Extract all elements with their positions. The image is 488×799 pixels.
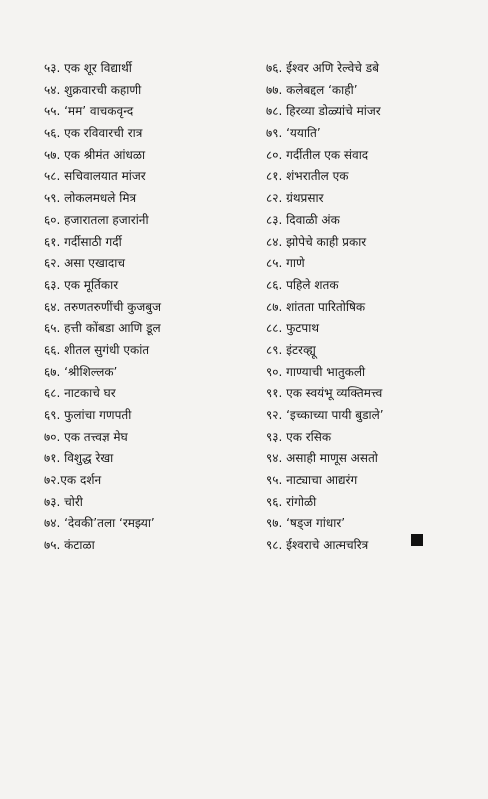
toc-entry: ६२. असा एखादाच [44,256,125,271]
toc-entry: ९२. ‘इच्काच्या पायी बुडाले’ [266,408,384,422]
toc-right-column [266,58,476,557]
toc-entry: ७९. ‘ययाति’ [266,126,321,141]
toc-entry: ६७. ‘श्रीशिल्लक’ [44,364,118,379]
toc-entry: ९८. ईश्वराचे आत्मचरित्र [266,538,369,553]
toc-entry: ८३. दिवाळी अंक [266,212,340,227]
toc-entry: ८४. झोपेचे काही प्रकार [266,234,367,249]
toc-entry: ७६. ईश्वर अणि रेल्वेचे डबे [266,61,379,75]
toc-left-column [44,58,244,557]
toc-entry: ९०. गाण्याची भातुकली [266,364,366,379]
toc-entry: ९३. एक रसिक [266,429,332,444]
toc-entry: ९४. असाही माणूस असतो [266,451,378,466]
toc-entry: ५८. सचिवालयात मांजर [44,169,146,184]
toc-entry: ५९. लोकलमधले मित्र [44,191,137,206]
toc-entry: ८५. गाणे [266,256,305,271]
toc-entry: ८०. गर्दीतील एक संवाद [266,147,369,162]
toc-entry: ६८. नाटकाचे घर [44,386,116,401]
toc-entry: ६६. शीतल सुगंधी एकांत [44,342,150,357]
toc-entry: ८२. ग्रंथप्रसार [266,191,324,206]
toc-entry: ६१. गर्दीसाठी गर्दी [44,234,122,249]
toc-entry: ७२.एक दर्शन [44,473,102,488]
end-of-section-mark [411,534,423,546]
toc-entry: ७५. कंटाळा [44,538,95,553]
toc-entry: ९७. ‘षड्ज गांधार’ [266,516,346,531]
toc-entry: ९१. एक स्वयंभू व्यक्तिमत्त्व [266,386,383,401]
toc-entry: ९६. रांगोळी [266,494,317,509]
toc-entry: ८६. पहिले शतक [266,277,339,292]
toc-entry: ५६. एक रविवारची रात्र [44,126,143,141]
toc-entry: ६९. फुलांचा गणपती [44,408,132,422]
toc-entry: ५४. शुक्रवारची कहाणी [44,82,142,97]
toc-entry: ७०. एक तत्त्वज्ञ मेघ [44,429,128,444]
toc-entry: ८१. शंभरातील एक [266,169,349,184]
toc-entry: ७१. विशुद्ध रेखा [44,451,114,466]
toc-entry: ६५. हत्ती कोंबडा आणि डूल [44,321,161,336]
toc-entry: ७४. ‘देवकी’तला ‘रमझ्या’ [44,516,155,531]
toc-entry: ८९. इंटरव्ह्यू [266,342,316,357]
toc-entry: ८८. फुटपाथ [266,321,320,336]
toc-entry: ५३. एक शूर विद्यार्थी [44,61,132,75]
toc-entry: ६३. एक मूर्तिकार [44,277,119,292]
toc-entry: ५७. एक श्रीमंत आंधळा [44,147,146,162]
toc-entry: ९५. नाट्याचा आद्यरंग [266,473,358,488]
toc-entry: ६०. हजारातला हजारांनी [44,212,149,227]
toc-entry: ७३. चोरी [44,494,83,509]
toc-entry: ७७. कलेबद्दल ‘काही’ [266,82,358,97]
toc-entry: ६४. तरुणतरुणींची कुजबुज [44,299,162,314]
toc-entry: ७८. हिरव्या डोळ्यांचे मांजर [266,104,381,119]
toc-entry: ५५. ‘मम’ वाचकवृन्द [44,104,134,119]
toc-entry: ८७. शांतता पारितोषिक [266,299,366,314]
